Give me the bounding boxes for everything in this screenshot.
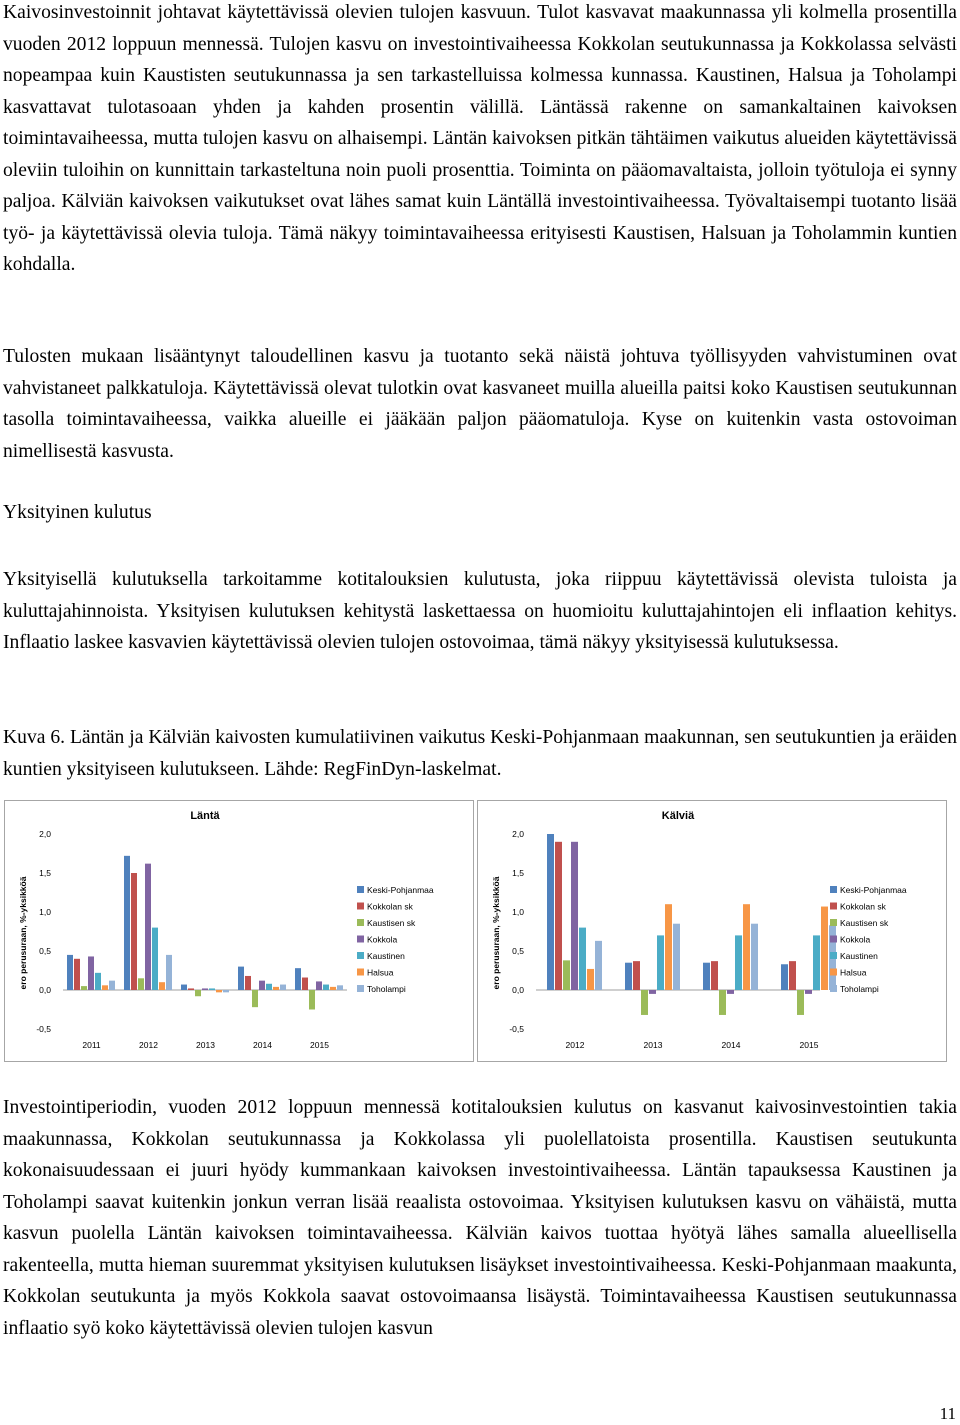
chart-kalvia	[477, 800, 947, 1062]
x-tick-label: 2015	[310, 1040, 329, 1050]
legend-swatch	[357, 969, 364, 976]
bar	[657, 935, 664, 990]
legend-label: Toholampi	[840, 984, 879, 994]
legend-swatch	[357, 985, 364, 992]
bar	[67, 955, 73, 990]
y-tick-label: 1,5	[39, 868, 51, 878]
legend-label: Kokkolan sk	[367, 901, 413, 912]
bar	[166, 955, 172, 990]
bar	[81, 986, 87, 990]
bar	[587, 969, 594, 990]
y-tick-label: -0,5	[36, 1024, 51, 1034]
bar	[727, 990, 734, 994]
bar	[821, 907, 828, 990]
legend-label: Kaustinen	[367, 951, 405, 961]
bar	[337, 985, 343, 990]
bar	[703, 963, 710, 990]
bar	[266, 984, 272, 990]
bar	[323, 985, 329, 990]
chart-lanta	[4, 800, 474, 1062]
legend-label: Kokkola	[840, 934, 871, 945]
x-tick-label: 2014	[253, 1040, 272, 1050]
y-axis-label: ero perusuraan, %-yksikköä	[491, 876, 501, 990]
figure-caption: Kuva 6. Läntän ja Kälviän kaivosten kumulatiivinen vaikutus Keski-Pohjanmaan maakunnan, sen seutukuntien ja eräiden kuntien yksityiseen kulutukseen. Lähde: RegFinDyn-laskelmat.	[3, 727, 957, 780]
paragraph-investment-period: Investointiperiodin, vuoden 2012 loppuun mennessä kotitalouksien kulutus on kasvanut kaivosinvestointien takia maakunnassa, Kokkolan seutukunnassa ja Kokkolassa yli puolellatoista prosentilla. Kaustisen seutukunta kokonaisuudessaan ei juuri hyödy kummankaan kaivoksen investointivaiheessa. Läntän tapauksessa Kaustinen ja Toholampi saavat kuitenkin jonkun verran lisää reaalista ostovoimaa. Yksityisen kulutuksen kasvu on vähäistä, mutta kasvun puolella Läntän kaivoksen toimintavaiheessa. Kälviän kaivos tuottaa hyötyä lähes samalla alueellisella rakenteella, mutta hieman suuremmat yksityisen kulutuksen lisäykset investointivaiheessa. Keski-Pohjanmaan maakunta, Kokkolan seutukunta ja myös Kokkola saavat ostovoimaansa lisäystä. Toimintavaiheessa Kaustisen seutukunnassa inflaatio syö koko käytettävissä olevien tulojen kasvun	[3, 1097, 957, 1339]
bar	[665, 904, 672, 990]
bar	[797, 990, 804, 1015]
bar	[735, 935, 742, 990]
legend-swatch	[357, 952, 364, 959]
bar	[555, 842, 562, 990]
bar	[102, 985, 108, 990]
legend-label: Halsua	[840, 967, 867, 978]
y-tick-label: -0,5	[509, 1024, 524, 1034]
bar	[641, 990, 648, 1015]
bar	[131, 873, 137, 990]
bar	[547, 834, 554, 990]
y-axis-label: ero perusuraan, %-yksikköä	[18, 876, 28, 990]
y-tick-label: 2,0	[39, 829, 51, 839]
bar	[216, 990, 222, 992]
bar	[152, 928, 158, 990]
bar	[245, 976, 251, 990]
legend-swatch	[830, 903, 837, 910]
bar	[813, 935, 820, 990]
bar	[88, 956, 94, 990]
legend-swatch	[830, 969, 837, 976]
legend-label: Kaustisen sk	[367, 918, 416, 928]
y-tick-label: 0,5	[512, 946, 524, 956]
bar	[159, 982, 165, 990]
x-tick-label: 2012	[565, 1040, 585, 1050]
x-tick-label: 2013	[196, 1040, 215, 1050]
bar	[649, 990, 656, 994]
bar	[238, 967, 244, 990]
chart-title: Läntä	[190, 810, 220, 822]
bar	[280, 985, 286, 990]
bar	[273, 987, 279, 990]
bar	[138, 978, 144, 990]
y-tick-label: 0,0	[512, 985, 524, 995]
y-tick-label: 1,0	[39, 907, 51, 917]
legend-swatch	[830, 886, 837, 893]
bar	[109, 981, 115, 990]
bar	[181, 985, 187, 990]
paragraph-results: Tulosten mukaan lisääntynyt taloudellinen kasvu ja tuotanto sekä näistä johtuva työllisyyden vahvistuminen ovat vahvistaneet palkkatuloja. Käytettävissä olevat tulotkin ovat kasvaneet muilla alueilla paitsi koko Kaustisen seutukunnan tasolla toimintavaiheessa, vaikka alueille ei jääkään paljon pääomatuloja. Kyse on kuitenkin vasta ostovoiman nimellisestä kasvusta.	[3, 346, 957, 462]
bar	[781, 964, 788, 990]
bar	[259, 981, 265, 990]
legend-swatch	[830, 985, 837, 992]
bar	[743, 904, 750, 990]
legend-swatch	[357, 936, 364, 943]
bar	[223, 990, 229, 992]
bar	[595, 941, 602, 990]
legend-label: Toholampi	[367, 984, 406, 994]
legend-swatch	[830, 952, 837, 959]
y-tick-label: 1,5	[512, 868, 524, 878]
bar	[188, 988, 194, 990]
bar	[625, 963, 632, 990]
bar	[202, 988, 208, 990]
y-tick-label: 0,0	[39, 985, 51, 995]
legend-swatch	[357, 886, 364, 893]
y-tick-label: 2,0	[512, 829, 524, 839]
y-tick-label: 0,5	[39, 946, 51, 956]
legend-label: Halsua	[367, 967, 394, 978]
bar	[633, 961, 640, 990]
x-tick-label: 2014	[721, 1040, 741, 1050]
bar	[302, 978, 308, 990]
bar	[252, 990, 258, 1007]
chart-kalvia-svg	[478, 801, 946, 1061]
bar	[673, 924, 680, 990]
page-number: 11	[939, 1404, 956, 1423]
bar	[124, 856, 130, 990]
bar	[330, 987, 336, 990]
legend-label: Keski-Pohjanmaa	[367, 885, 434, 895]
bar	[751, 924, 758, 990]
y-tick-label: 1,0	[512, 907, 524, 917]
chart-title: Kälviä	[661, 810, 695, 822]
legend-label: Kaustisen sk	[840, 918, 889, 928]
legend-swatch	[830, 919, 837, 926]
paragraph-income: Kaivosinvestoinnit johtavat käytettävissä olevien tulojen kasvuun. Tulot kasvavat maakunnassa yli kolmella prosentilla vuoden 2012 loppuun mennessä. Tulojen kasvu on investointivaiheessa Kokkolan seutukunnassa ja Kokkolassa selvästi nopeampaa kuin Kaustisten seutukunnassa ja sen tarkastelluissa kolmessa kunnassa. Kaustinen, Halsua ja Toholampi kasvattavat tulotasoaan yhden ja kahden prosentin välillä. Läntässä rakenne on samankaltainen kaivoksen toimintavaiheessa, mutta tulojen kasvu on alhaisempi. Läntän kaivoksen pitkän tähtäimen vaikutus alueiden käytettävissä oleviin tuloihin on kunnittain tarkasteltuna noin puoli prosenttia. Toiminta on pääomavaltaista, jolloin työtuloja ei synny paljoa. Kälviän kaivoksen vaikutukset ovat lähes samat kuin Läntällä investointivaiheessa. Työvaltaisempi tuotanto lisää työ- ja käytettävissä olevia tuloja. Tämä näkyy toimintavaiheessa erityisesti Kaustisen, Halsuan ja Toholammin kuntien kohdalla.	[3, 2, 957, 275]
x-tick-label: 2011	[82, 1040, 101, 1050]
paragraph-private-consumption: Yksityisellä kulutuksella tarkoitamme kotitalouksien kulutusta, joka riippuu käytettävissä olevista tuloista ja kuluttajahinnoista. Yksityisen kulutuksen kehitystä laskettaessa on huomioitu kuluttajahintojen eli inflaation kehitys. Inflaatio laskee kasvavien käytettävissä olevien tulojen ostovoimaa, tämä näkyy yksityisessä kulutuksessa.	[3, 569, 957, 653]
legend-swatch	[357, 903, 364, 910]
bar	[579, 928, 586, 990]
bar	[309, 990, 315, 1010]
legend-label: Kaustinen	[840, 951, 878, 961]
legend-swatch	[357, 919, 364, 926]
legend-label: Keski-Pohjanmaa	[840, 885, 907, 895]
section-heading: Yksityinen kulutus	[3, 502, 152, 523]
bar	[719, 990, 726, 1015]
bar	[145, 864, 151, 990]
legend-label: Kokkola	[367, 934, 398, 945]
bar	[789, 961, 796, 990]
bar	[209, 988, 215, 990]
chart-lanta-svg	[5, 801, 473, 1061]
legend-swatch	[830, 936, 837, 943]
bar	[316, 981, 322, 990]
bar	[571, 842, 578, 990]
bar	[295, 968, 301, 990]
bar	[711, 961, 718, 990]
x-tick-label: 2015	[799, 1040, 819, 1050]
legend-label: Kokkolan sk	[840, 901, 886, 912]
bar	[195, 990, 201, 996]
bar	[95, 973, 101, 990]
x-tick-label: 2012	[139, 1040, 158, 1050]
bar	[563, 960, 570, 990]
x-tick-label: 2013	[643, 1040, 663, 1050]
bar	[74, 959, 80, 990]
bar	[805, 990, 812, 994]
